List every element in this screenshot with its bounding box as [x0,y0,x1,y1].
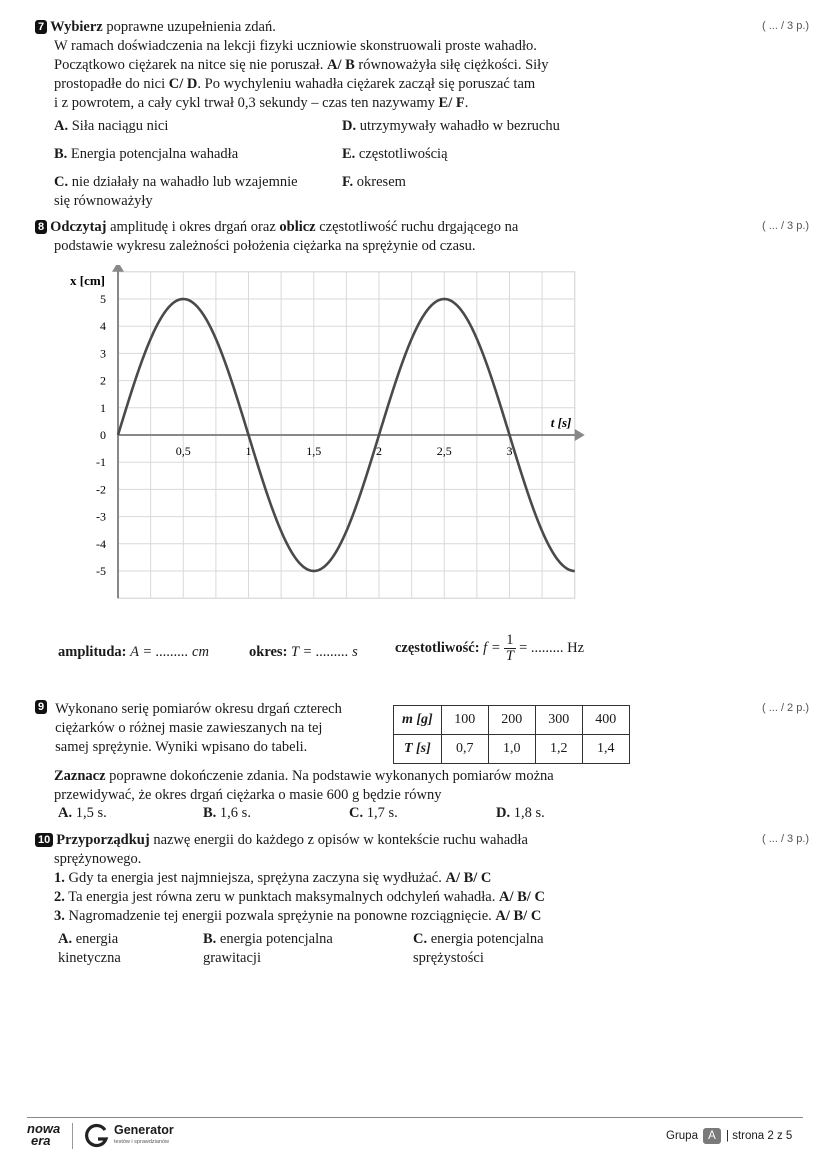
y-tick-label: -5 [96,564,106,578]
y-tick-label: 5 [100,292,106,306]
question-7: 7 Wybierz poprawne uzupełnienia zdań. W ramach doświadczenia na lekcji fizyki uczniowie skonstruowali proste wahadło. Początkowo ciężarek na nitce się nie poruszał. A/ B równoważyła siłę ciężkości. Siły prostopadłe do nici C/ D. Po wychyleniu wahadła ciężarek zaczął się poruszać tam i z powrotem, a cały cykl trwał 0,3 sekundy – czas ten nazywamy E/ F. [35,18,595,113]
y-axis-label: x [cm] [70,273,106,288]
question-10: 10 Przyporządkuj nazwę energii do każdego z opisów w kontekście ruchu wahadła sprężynowego. 1. Gdy ta energia jest najmniejsza, sprężyna zaczyna się wydłużać. A/ B/ C 2. Ta energia jest równa zeru w punktach maksymalnych odchyleń wahadła. A/ B/ C 3. Nagromadzenie tej energii pozwala sprężynie na ponowne rozciągnięcie. A/ B/ C [35,831,545,926]
x-tick-label: 1,5 [306,444,322,458]
x-axis-label: t [s] [550,415,572,430]
option-b[interactable]: B. Energia potencjalna wahadła [54,146,239,162]
question-number: 7 [35,20,47,34]
choice[interactable]: A/ B/ C [445,870,492,886]
x-tick-label: 1 [245,444,252,458]
page-indicator: Grupa A | strona 2 z 5 [666,1130,793,1142]
x-tick-label: 0,5 [175,444,191,458]
x-tick-label: 2 [376,444,382,458]
generator-logo: Generator testów i sprawdzianów [114,1123,174,1145]
option-e[interactable]: E. częstotliwością [342,146,448,162]
y-tick-label: 4 [100,319,106,334]
y-tick-label: 1 [100,400,106,415]
points-q8: ( ... / 3 p.) [762,220,810,232]
question-number: 10 [35,833,53,847]
q10-option-c[interactable]: C. energia potencjalna sprężystości [413,931,544,966]
q9-option-d[interactable]: D. 1,8 s. [496,805,545,821]
question-9: 9 Wykonano serię pomiarów okresu drgań czterech ciężarków o różnej masie zawieszanych na tej samej sprężynie. Wyniki wpisano do tabeli. [35,700,342,757]
option-d[interactable]: D. utrzymywały wahadło w bezruchu [342,118,560,134]
x-tick-label: 3 [506,444,513,458]
x-axis-arrow [575,429,585,441]
y-tick-label: -1 [96,455,106,470]
choice[interactable]: A/ B/ C [495,908,542,924]
fraction: $\frac{1}{T}$ [505,632,514,664]
measurement-table: m [g] 100 200 300 400 T [s] 0,7 1,0 1,2 1,4 [393,705,630,764]
footer-divider [72,1123,73,1149]
position-time-chart [60,265,590,610]
y-tick-label: -4 [96,536,106,551]
y-axis-arrow [112,265,124,272]
x-tick-label: 2,5 [436,444,452,458]
q10-item: 1. Gdy ta energia jest najmniejsza, sprężyna zaczyna się wydłużać. A/ B/ C [54,870,492,886]
generator-icon [84,1123,110,1149]
frequency-answer[interactable]: = ......... Hz [519,640,585,656]
question-number: 8 [35,220,47,234]
y-tick-label: -2 [96,482,106,497]
period-answer[interactable]: T = ......... s [291,644,358,660]
question-number: 9 [35,700,47,714]
y-tick-label: 3 [100,346,106,361]
question-8: 8 Odczytaj amplitudę i okres drgań oraz oblicz częstotliwość ruchu drgającego na podstawie wykresu zależności położenia ciężarka na sprężynie od czasu. [35,218,635,256]
q9-option-c[interactable]: C. 1,7 s. [349,805,398,821]
q9-option-b[interactable]: B. 1,6 s. [203,805,251,821]
q10-item: 2. Ta energia jest równa zeru w punktach maksymalnych odchyleń wahadła. A/ B/ C [54,889,545,905]
q9-option-a[interactable]: A. 1,5 s. [58,805,107,821]
y-tick-label: 0 [100,428,106,442]
points-q9: ( ... / 2 p.) [762,702,810,714]
y-tick-label: 2 [100,373,106,388]
option-c[interactable]: C. nie działały na wahadło lub wzajemnie się równoważyły [54,174,298,209]
blank-ab[interactable]: A/ B [326,57,355,73]
option-f[interactable]: F. okresem [342,174,406,190]
choice[interactable]: A/ B/ C [499,889,545,905]
amplitude-answer[interactable]: A = ......... cm [130,644,209,660]
q10-item: 3. Nagromadzenie tej energii pozwala sprężynie na ponowne rozciągnięcie. A/ B/ C [54,908,542,924]
q10-option-b[interactable]: B. energia potencjalna grawitacji [203,931,333,966]
points-q10: ( ... / 3 p.) [762,833,810,845]
blank-cd[interactable]: C/ D [168,76,198,92]
blank-ef[interactable]: E/ F [438,95,465,111]
points-q7: ( ... / 3 p.) [762,20,810,32]
footer-rule [27,1117,803,1118]
q10-option-a[interactable]: A. energia kinetyczna [58,931,121,966]
group-badge: A [703,1128,721,1144]
nowa-era-logo: nowa era [27,1121,61,1148]
option-a[interactable]: A. Siła naciągu nici [54,118,169,134]
q8-answer-line: amplituda: A = ......... cm [58,644,209,660]
y-tick-label: -3 [96,509,106,524]
